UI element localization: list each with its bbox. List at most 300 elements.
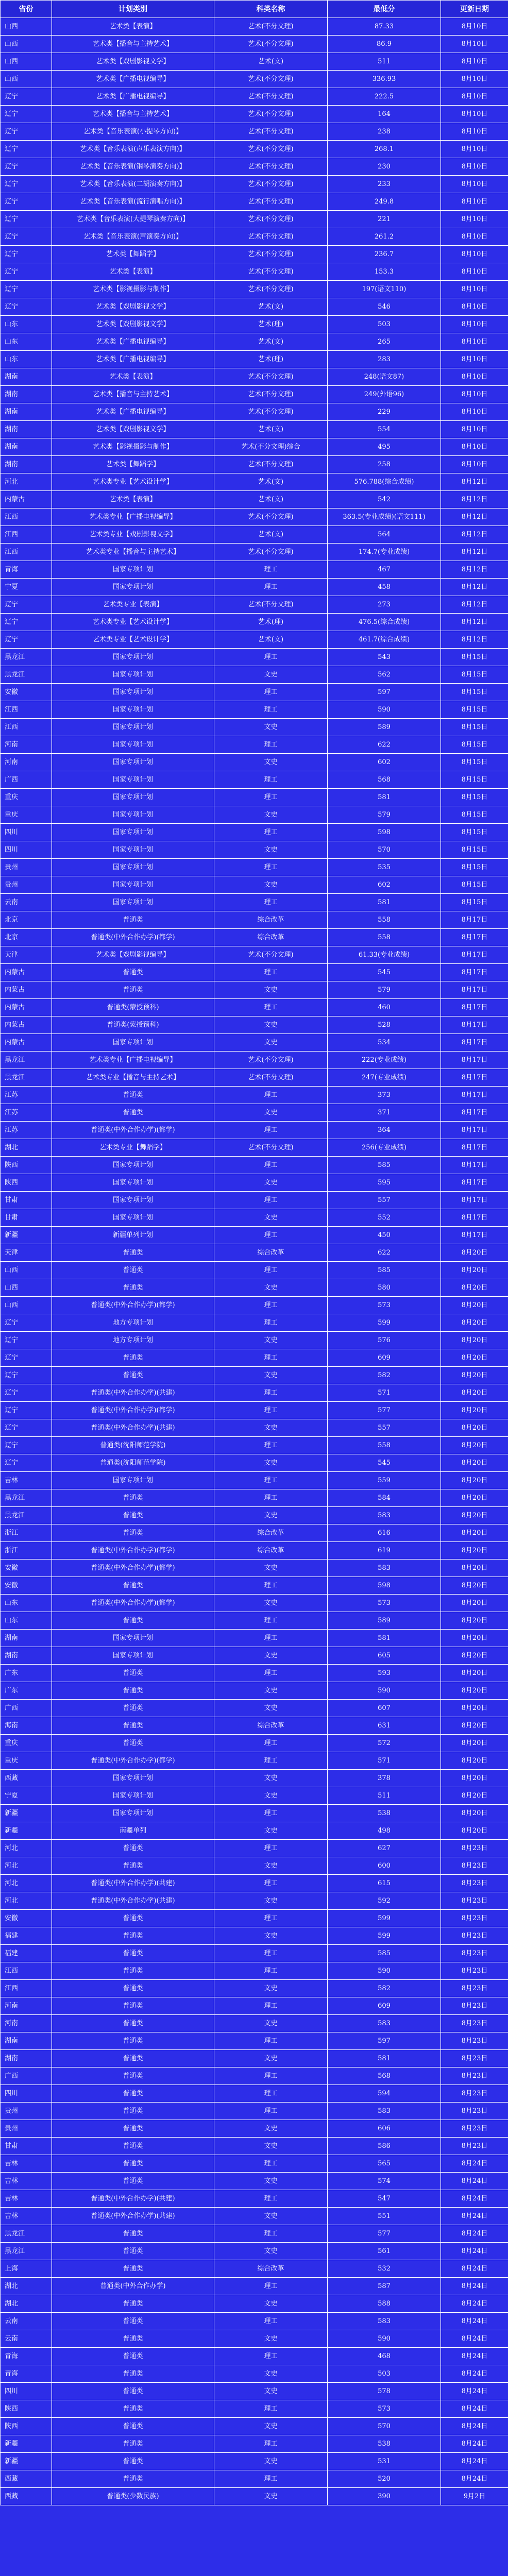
cell-plan-type: 普通类 — [52, 1279, 214, 1297]
cell-update-date: 8月20日 — [441, 1297, 508, 1314]
cell-min-score: 498 — [328, 1822, 441, 1840]
cell-min-score: 222(专业成绩) — [328, 1052, 441, 1069]
table-row — [1, 368, 508, 386]
cell-plan-type: 艺术类【播音与主持艺术】 — [52, 106, 214, 123]
table-row — [1, 211, 508, 228]
table-row — [1, 824, 508, 841]
cell-update-date: 8月12日 — [441, 614, 508, 631]
table-row — [1, 2120, 508, 2138]
cell-min-score: 336.93 — [328, 71, 441, 88]
cell-min-score: 599 — [328, 1910, 441, 1927]
table-row — [1, 911, 508, 929]
cell-update-date: 8月20日 — [441, 1595, 508, 1612]
table-row — [1, 719, 508, 736]
cell-update-date: 8月23日 — [441, 2103, 508, 2120]
cell-min-score: 557 — [328, 1192, 441, 1209]
cell-province: 北京 — [1, 911, 52, 929]
cell-plan-type: 普通类 — [52, 1244, 214, 1262]
cell-subject: 理工 — [214, 1489, 328, 1507]
cell-min-score: 545 — [328, 964, 441, 981]
cell-subject: 文史 — [214, 2120, 328, 2138]
cell-update-date: 8月23日 — [441, 1910, 508, 1927]
cell-min-score: 581 — [328, 2050, 441, 2067]
cell-update-date: 8月15日 — [441, 684, 508, 701]
cell-province: 黑龙江 — [1, 1052, 52, 1069]
cell-update-date: 8月10日 — [441, 333, 508, 351]
cell-min-score: 230 — [328, 158, 441, 176]
cell-subject: 理工 — [214, 1840, 328, 1857]
cell-update-date: 8月20日 — [441, 1314, 508, 1332]
table-row — [1, 1700, 508, 1717]
cell-min-score: 363.5(专业成绩)(语文111) — [328, 509, 441, 526]
cell-subject: 文史 — [214, 1787, 328, 1805]
cell-province: 吉林 — [1, 2173, 52, 2190]
cell-plan-type: 普通类 — [52, 2418, 214, 2435]
cell-province: 广西 — [1, 771, 52, 789]
cell-plan-type: 普通类(中外合作办学) — [52, 2278, 214, 2295]
table-row — [1, 1314, 508, 1332]
cell-plan-type: 艺术类【播音与主持艺术】 — [52, 386, 214, 403]
cell-province: 辽宁 — [1, 88, 52, 106]
cell-update-date: 8月20日 — [441, 1577, 508, 1595]
table-row — [1, 2085, 508, 2103]
cell-update-date: 8月24日 — [441, 2243, 508, 2260]
cell-subject: 艺术(不分文理) — [214, 141, 328, 158]
cell-update-date: 8月10日 — [441, 211, 508, 228]
cell-update-date: 8月20日 — [441, 1542, 508, 1560]
cell-subject: 文史 — [214, 1682, 328, 1700]
cell-province: 贵州 — [1, 859, 52, 876]
cell-plan-type: 国家专项计划 — [52, 876, 214, 894]
cell-plan-type: 普通类 — [52, 2050, 214, 2067]
cell-subject: 艺术(文) — [214, 631, 328, 649]
cell-plan-type: 普通类 — [52, 2435, 214, 2453]
table-row — [1, 2418, 508, 2435]
cell-min-score: 559 — [328, 1472, 441, 1489]
cell-update-date: 8月23日 — [441, 2032, 508, 2050]
cell-plan-type: 国家专项计划 — [52, 666, 214, 684]
table-row — [1, 123, 508, 141]
table-row — [1, 649, 508, 666]
table-row — [1, 771, 508, 789]
cell-min-score: 631 — [328, 1717, 441, 1735]
cell-subject: 理工 — [214, 2348, 328, 2365]
cell-min-score: 546 — [328, 298, 441, 316]
table-row — [1, 246, 508, 263]
cell-province: 江西 — [1, 1962, 52, 1980]
cell-min-score: 543 — [328, 649, 441, 666]
table-row — [1, 1262, 508, 1279]
cell-min-score: 562 — [328, 666, 441, 684]
cell-subject: 理工 — [214, 1122, 328, 1139]
cell-min-score: 558 — [328, 929, 441, 946]
cell-province: 湖南 — [1, 368, 52, 386]
table-row — [1, 2050, 508, 2067]
cell-update-date: 8月23日 — [441, 2085, 508, 2103]
cell-update-date: 8月24日 — [441, 2155, 508, 2173]
cell-plan-type: 国家专项计划 — [52, 1192, 214, 1209]
cell-update-date: 8月10日 — [441, 298, 508, 316]
cell-min-score: 197(语文110) — [328, 281, 441, 298]
table-row — [1, 1892, 508, 1910]
cell-update-date: 8月24日 — [441, 2400, 508, 2418]
table-row — [1, 71, 508, 88]
cell-plan-type: 普通类 — [52, 1980, 214, 1997]
cell-update-date: 8月23日 — [441, 2067, 508, 2085]
cell-subject: 理工 — [214, 2103, 328, 2120]
cell-min-score: 584 — [328, 1489, 441, 1507]
cell-province: 湖南 — [1, 421, 52, 438]
cell-update-date: 8月12日 — [441, 596, 508, 614]
cell-plan-type: 普通类 — [52, 2400, 214, 2418]
cell-province: 四川 — [1, 2383, 52, 2400]
cell-province: 重庆 — [1, 789, 52, 806]
cell-min-score: 551 — [328, 2208, 441, 2225]
table-row — [1, 351, 508, 368]
table-row — [1, 1962, 508, 1980]
cell-min-score: 590 — [328, 701, 441, 719]
cell-subject: 理工 — [214, 649, 328, 666]
cell-min-score: 583 — [328, 2015, 441, 2032]
cell-province: 山西 — [1, 53, 52, 71]
cell-update-date: 8月15日 — [441, 824, 508, 841]
table-row — [1, 561, 508, 579]
cell-min-score: 461.7(综合成绩) — [328, 631, 441, 649]
cell-update-date: 8月20日 — [441, 1647, 508, 1665]
cell-min-score: 597 — [328, 2032, 441, 2050]
cell-subject: 文史 — [214, 1367, 328, 1384]
table-row — [1, 2208, 508, 2225]
cell-update-date: 8月20日 — [441, 1630, 508, 1647]
cell-update-date: 8月10日 — [441, 351, 508, 368]
cell-update-date: 8月12日 — [441, 509, 508, 526]
cell-min-score: 460 — [328, 999, 441, 1016]
cell-subject: 艺术(不分文理) — [214, 281, 328, 298]
cell-province: 黑龙江 — [1, 649, 52, 666]
cell-plan-type: 普通类(中外合作办学)(都学) — [52, 1752, 214, 1770]
cell-update-date: 8月10日 — [441, 71, 508, 88]
table-row — [1, 2400, 508, 2418]
cell-subject: 艺术(不分文理) — [214, 246, 328, 263]
cell-plan-type: 国家专项计划 — [52, 806, 214, 824]
cell-province: 黑龙江 — [1, 2225, 52, 2243]
cell-province: 江西 — [1, 1980, 52, 1997]
cell-update-date: 8月10日 — [441, 246, 508, 263]
cell-province: 新疆 — [1, 2435, 52, 2453]
cell-province: 吉林 — [1, 1472, 52, 1489]
cell-min-score: 622 — [328, 736, 441, 754]
cell-subject: 文史 — [214, 2330, 328, 2348]
cell-province: 青海 — [1, 2365, 52, 2383]
cell-plan-type: 普通类 — [52, 2015, 214, 2032]
cell-subject: 文史 — [214, 1174, 328, 1192]
cell-plan-type: 普通类 — [52, 1910, 214, 1927]
cell-update-date: 8月20日 — [441, 1472, 508, 1489]
table-row — [1, 2453, 508, 2470]
cell-plan-type: 艺术类专业【艺术设计学】 — [52, 631, 214, 649]
cell-update-date: 8月23日 — [441, 1980, 508, 1997]
cell-min-score: 573 — [328, 2400, 441, 2418]
cell-update-date: 8月20日 — [441, 1419, 508, 1437]
table-row — [1, 333, 508, 351]
cell-plan-type: 普通类 — [52, 1507, 214, 1524]
cell-update-date: 8月17日 — [441, 999, 508, 1016]
cell-update-date: 8月24日 — [441, 2278, 508, 2295]
cell-plan-type: 普通类(蒙授预科) — [52, 1016, 214, 1034]
table-row — [1, 421, 508, 438]
cell-min-score: 249(外语96) — [328, 386, 441, 403]
cell-update-date: 8月20日 — [441, 1402, 508, 1419]
cell-subject: 文史 — [214, 2488, 328, 2505]
cell-min-score: 581 — [328, 789, 441, 806]
table-row — [1, 2155, 508, 2173]
cell-province: 宁夏 — [1, 1787, 52, 1805]
cell-province: 河南 — [1, 754, 52, 771]
cell-update-date: 8月17日 — [441, 1104, 508, 1122]
table-row — [1, 929, 508, 946]
cell-province: 吉林 — [1, 2208, 52, 2225]
cell-subject: 文史 — [214, 719, 328, 736]
cell-plan-type: 国家专项计划 — [52, 736, 214, 754]
cell-province: 湖南 — [1, 456, 52, 473]
table-row — [1, 1507, 508, 1524]
cell-province: 辽宁 — [1, 193, 52, 211]
cell-province: 湖北 — [1, 2295, 52, 2313]
cell-province: 湖南 — [1, 2032, 52, 2050]
cell-province: 广东 — [1, 1682, 52, 1700]
cell-subject: 艺术(不分文理) — [214, 228, 328, 246]
cell-min-score: 571 — [328, 1384, 441, 1402]
cell-update-date: 8月15日 — [441, 701, 508, 719]
cell-update-date: 8月10日 — [441, 106, 508, 123]
cell-min-score: 371 — [328, 1104, 441, 1122]
cell-plan-type: 艺术类【戏剧影视文学】 — [52, 316, 214, 333]
cell-subject: 理工 — [214, 1314, 328, 1332]
cell-min-score: 568 — [328, 771, 441, 789]
cell-subject: 理工 — [214, 736, 328, 754]
table-row — [1, 596, 508, 614]
cell-min-score: 616 — [328, 1524, 441, 1542]
table-row — [1, 964, 508, 981]
table-row — [1, 1192, 508, 1209]
cell-subject: 艺术(不分文理) — [214, 509, 328, 526]
cell-min-score: 545 — [328, 1454, 441, 1472]
cell-subject: 文史 — [214, 666, 328, 684]
cell-plan-type: 普通类 — [52, 2120, 214, 2138]
cell-update-date: 8月24日 — [441, 2365, 508, 2383]
cell-update-date: 8月24日 — [441, 2190, 508, 2208]
cell-min-score: 554 — [328, 421, 441, 438]
cell-update-date: 8月24日 — [441, 2208, 508, 2225]
cell-update-date: 8月10日 — [441, 263, 508, 281]
cell-plan-type: 艺术类专业【广播电视编导】 — [52, 1052, 214, 1069]
table-row — [1, 1717, 508, 1735]
table-row — [1, 1542, 508, 1560]
cell-subject: 艺术(文) — [214, 491, 328, 509]
cell-update-date: 8月24日 — [441, 2383, 508, 2400]
cell-province: 陕西 — [1, 1157, 52, 1174]
table-row — [1, 1104, 508, 1122]
cell-province: 湖南 — [1, 2050, 52, 2067]
cell-plan-type: 普通类 — [52, 1489, 214, 1507]
cell-plan-type: 普通类 — [52, 2067, 214, 2085]
cell-province: 浙江 — [1, 1524, 52, 1542]
cell-plan-type: 普通类 — [52, 2225, 214, 2243]
table-row — [1, 1910, 508, 1927]
cell-update-date: 8月24日 — [441, 2348, 508, 2365]
cell-subject: 文史 — [214, 2050, 328, 2067]
cell-plan-type: 艺术类【广播电视编导】 — [52, 351, 214, 368]
cell-plan-type: 普通类 — [52, 981, 214, 999]
cell-subject: 文史 — [214, 754, 328, 771]
cell-plan-type: 普通类 — [52, 1262, 214, 1279]
cell-province: 湖南 — [1, 386, 52, 403]
cell-min-score: 373 — [328, 1087, 441, 1104]
table-row — [1, 1524, 508, 1542]
cell-subject: 综合改革 — [214, 1717, 328, 1735]
cell-min-score: 627 — [328, 1840, 441, 1857]
cell-update-date: 8月20日 — [441, 1752, 508, 1770]
cell-plan-type: 艺术类【音乐表演(小提琴方向)】 — [52, 123, 214, 141]
cell-min-score: 590 — [328, 2330, 441, 2348]
cell-update-date: 8月23日 — [441, 1927, 508, 1945]
cell-min-score: 258 — [328, 456, 441, 473]
cell-subject: 理工 — [214, 1437, 328, 1454]
cell-province: 内蒙古 — [1, 964, 52, 981]
cell-subject: 文史 — [214, 2243, 328, 2260]
cell-update-date: 8月15日 — [441, 894, 508, 911]
cell-update-date: 8月23日 — [441, 2138, 508, 2155]
cell-plan-type: 艺术类【广播电视编导】 — [52, 333, 214, 351]
cell-update-date: 8月17日 — [441, 1209, 508, 1227]
cell-min-score: 615 — [328, 1875, 441, 1892]
cell-min-score: 570 — [328, 2418, 441, 2435]
cell-min-score: 476.5(综合成绩) — [328, 614, 441, 631]
table-row — [1, 2365, 508, 2383]
table-row — [1, 754, 508, 771]
cell-plan-type: 艺术类【戏剧影视编导】 — [52, 946, 214, 964]
cell-province: 湖北 — [1, 2278, 52, 2295]
cell-subject: 文史 — [214, 2365, 328, 2383]
cell-update-date: 8月15日 — [441, 876, 508, 894]
cell-update-date: 8月24日 — [441, 2435, 508, 2453]
cell-subject: 理工 — [214, 2032, 328, 2050]
cell-plan-type: 国家专项计划 — [52, 771, 214, 789]
cell-province: 安徽 — [1, 1577, 52, 1595]
cell-min-score: 534 — [328, 1034, 441, 1052]
cell-min-score: 583 — [328, 1560, 441, 1577]
cell-min-score: 261.2 — [328, 228, 441, 246]
cell-subject: 文史 — [214, 981, 328, 999]
cell-update-date: 8月20日 — [441, 1612, 508, 1630]
table-row — [1, 859, 508, 876]
cell-subject: 理工 — [214, 1349, 328, 1367]
cell-subject: 艺术(不分文理) — [214, 123, 328, 141]
cell-plan-type: 普通类(中外合作办学)(共建) — [52, 1419, 214, 1437]
cell-province: 辽宁 — [1, 596, 52, 614]
cell-province: 浙江 — [1, 1542, 52, 1560]
cell-subject: 理工 — [214, 2313, 328, 2330]
cell-min-score: 256(专业成绩) — [328, 1139, 441, 1157]
cell-province: 辽宁 — [1, 1402, 52, 1419]
cell-province: 江苏 — [1, 1087, 52, 1104]
cell-subject: 艺术(不分文理) — [214, 263, 328, 281]
table-row — [1, 1875, 508, 1892]
cell-province: 辽宁 — [1, 211, 52, 228]
cell-plan-type: 普通类 — [52, 1945, 214, 1962]
cell-subject: 文史 — [214, 1419, 328, 1437]
cell-subject: 艺术(不分文理) — [214, 1052, 328, 1069]
cell-update-date: 8月17日 — [441, 911, 508, 929]
table-header-row — [1, 1, 508, 18]
cell-province: 安徽 — [1, 1910, 52, 1927]
table-row — [1, 88, 508, 106]
cell-subject: 理工 — [214, 2435, 328, 2453]
cell-province: 陕西 — [1, 2418, 52, 2435]
cell-plan-type: 国家专项计划 — [52, 649, 214, 666]
cell-plan-type: 普通类 — [52, 2085, 214, 2103]
cell-subject: 艺术(不分文理) — [214, 88, 328, 106]
cell-min-score: 586 — [328, 2138, 441, 2155]
cell-province: 福建 — [1, 1945, 52, 1962]
cell-plan-type: 艺术类【播音与主持艺术】 — [52, 36, 214, 53]
cell-plan-type: 普通类 — [52, 1735, 214, 1752]
cell-province: 新疆 — [1, 1822, 52, 1840]
cell-min-score: 503 — [328, 2365, 441, 2383]
cell-province: 辽宁 — [1, 631, 52, 649]
cell-province: 四川 — [1, 824, 52, 841]
cell-province: 内蒙古 — [1, 981, 52, 999]
table-row — [1, 456, 508, 473]
cell-min-score: 605 — [328, 1647, 441, 1665]
cell-subject: 理工 — [214, 771, 328, 789]
cell-province: 甘肃 — [1, 1192, 52, 1209]
cell-province: 重庆 — [1, 806, 52, 824]
table-row — [1, 1087, 508, 1104]
cell-min-score: 599 — [328, 1927, 441, 1945]
table-row — [1, 544, 508, 561]
cell-plan-type: 普通类 — [52, 1857, 214, 1875]
table-row — [1, 2278, 508, 2295]
cell-plan-type: 地方专项计划 — [52, 1314, 214, 1332]
cell-plan-type: 国家专项计划 — [52, 841, 214, 859]
cell-subject: 理工 — [214, 2085, 328, 2103]
cell-province: 四川 — [1, 841, 52, 859]
cell-province: 河北 — [1, 1892, 52, 1910]
cell-province: 山东 — [1, 316, 52, 333]
cell-min-score: 221 — [328, 211, 441, 228]
cell-plan-type: 普通类(中外合作办学)(都学) — [52, 929, 214, 946]
cell-province: 山东 — [1, 351, 52, 368]
header-province: 省份 — [1, 1, 52, 18]
table-row — [1, 806, 508, 824]
cell-province: 山西 — [1, 71, 52, 88]
cell-province: 河北 — [1, 1857, 52, 1875]
cell-subject: 艺术(不分文理) — [214, 158, 328, 176]
cell-min-score: 535 — [328, 859, 441, 876]
cell-plan-type: 艺术类【音乐表演(二胡演奏方向)】 — [52, 176, 214, 193]
cell-subject: 文史 — [214, 2295, 328, 2313]
cell-min-score: 273 — [328, 596, 441, 614]
cell-plan-type: 艺术类【表演】 — [52, 368, 214, 386]
cell-province: 新疆 — [1, 1805, 52, 1822]
table-row — [1, 473, 508, 491]
cell-subject: 理工 — [214, 2067, 328, 2085]
cell-plan-type: 普通类 — [52, 2295, 214, 2313]
cell-province: 云南 — [1, 2330, 52, 2348]
cell-update-date: 8月15日 — [441, 719, 508, 736]
cell-province: 河北 — [1, 473, 52, 491]
